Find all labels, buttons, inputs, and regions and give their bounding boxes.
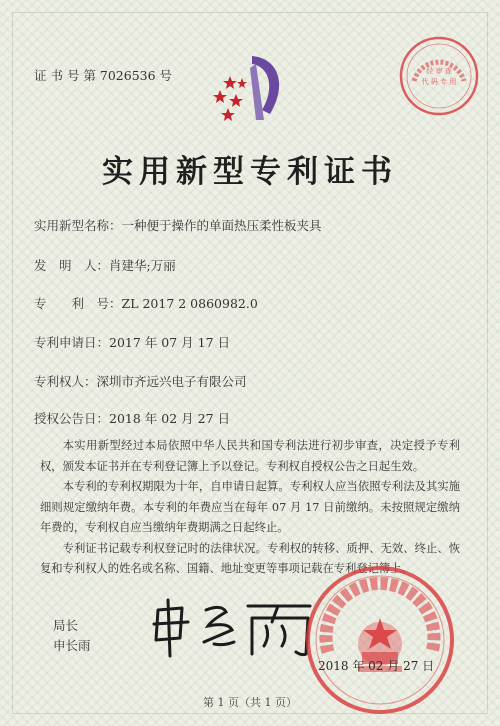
field-value: 2017 年 07 月 17 日	[109, 335, 231, 350]
field-label: 授权公告日：	[34, 411, 110, 426]
certificate-body	[40, 436, 460, 580]
certificate-title: 实用新型专利证书	[102, 154, 398, 190]
field-label: 专利申请日：	[34, 335, 110, 350]
field-application-date	[34, 333, 230, 351]
field-grant-date	[34, 409, 230, 427]
review-seal-icon	[398, 35, 480, 117]
signatory-title: 局长	[53, 618, 79, 633]
body-paragraph: 本实用新型经过本局依照中华人民共和国专利法进行初步审查，决定授予专利权，颁发本证书并在专利登记簿上予以登记。专利权自授权公告之日起生效。	[40, 439, 460, 473]
field-patentee	[34, 372, 247, 390]
field-patent-number	[34, 294, 258, 312]
field-value: ZL 2017 2 0860982.0	[121, 296, 258, 311]
field-label: 专 利 号：	[34, 296, 122, 311]
handwritten-signature	[148, 596, 318, 658]
field-value: 深圳市齐远兴电子有限公司	[96, 374, 247, 389]
body-paragraph: 专利证书记载专利权登记时的法律状况。专利权的转移、质押、无效、终止、恢复和专利权人的姓名或名称、国籍、地址变更等事项记载在专利登记簿上。	[40, 541, 460, 575]
field-utility-model-name	[34, 216, 322, 234]
signatory-name: 申长雨	[53, 638, 91, 653]
field-label: 专利权人：	[34, 374, 97, 389]
svg-text:经 审 查: 经 审 查	[426, 67, 452, 75]
certificate-number: 证 书 号 第 7026536 号	[34, 68, 173, 83]
body-paragraph: 本专利的专利权期限为十年，自申请日起算。专利权人应当依照专利法及其实施细则规定缴纳年费。本专利的年费应当在每年 07 月 17 日前缴纳。未按照规定缴纳年费的，专利权自应当缴纳年费期满之日起终止。	[40, 480, 460, 534]
field-label: 发 明 人：	[34, 258, 110, 273]
page-number: 第 1 页（共 1 页）	[203, 696, 297, 709]
svg-text:代 码 专 用: 代 码 专 用	[421, 78, 457, 86]
cnipa-emblem-icon	[206, 50, 302, 130]
field-inventor	[34, 256, 176, 274]
field-label: 实用新型名称：	[34, 218, 122, 233]
field-value: 一种便于操作的单面热压柔性板夹具	[121, 218, 322, 233]
field-value: 肖建华;万丽	[109, 258, 176, 273]
issue-date: 2018 年 02 月 27 日	[318, 659, 435, 673]
field-value: 2018 年 02 月 27 日	[109, 411, 231, 426]
